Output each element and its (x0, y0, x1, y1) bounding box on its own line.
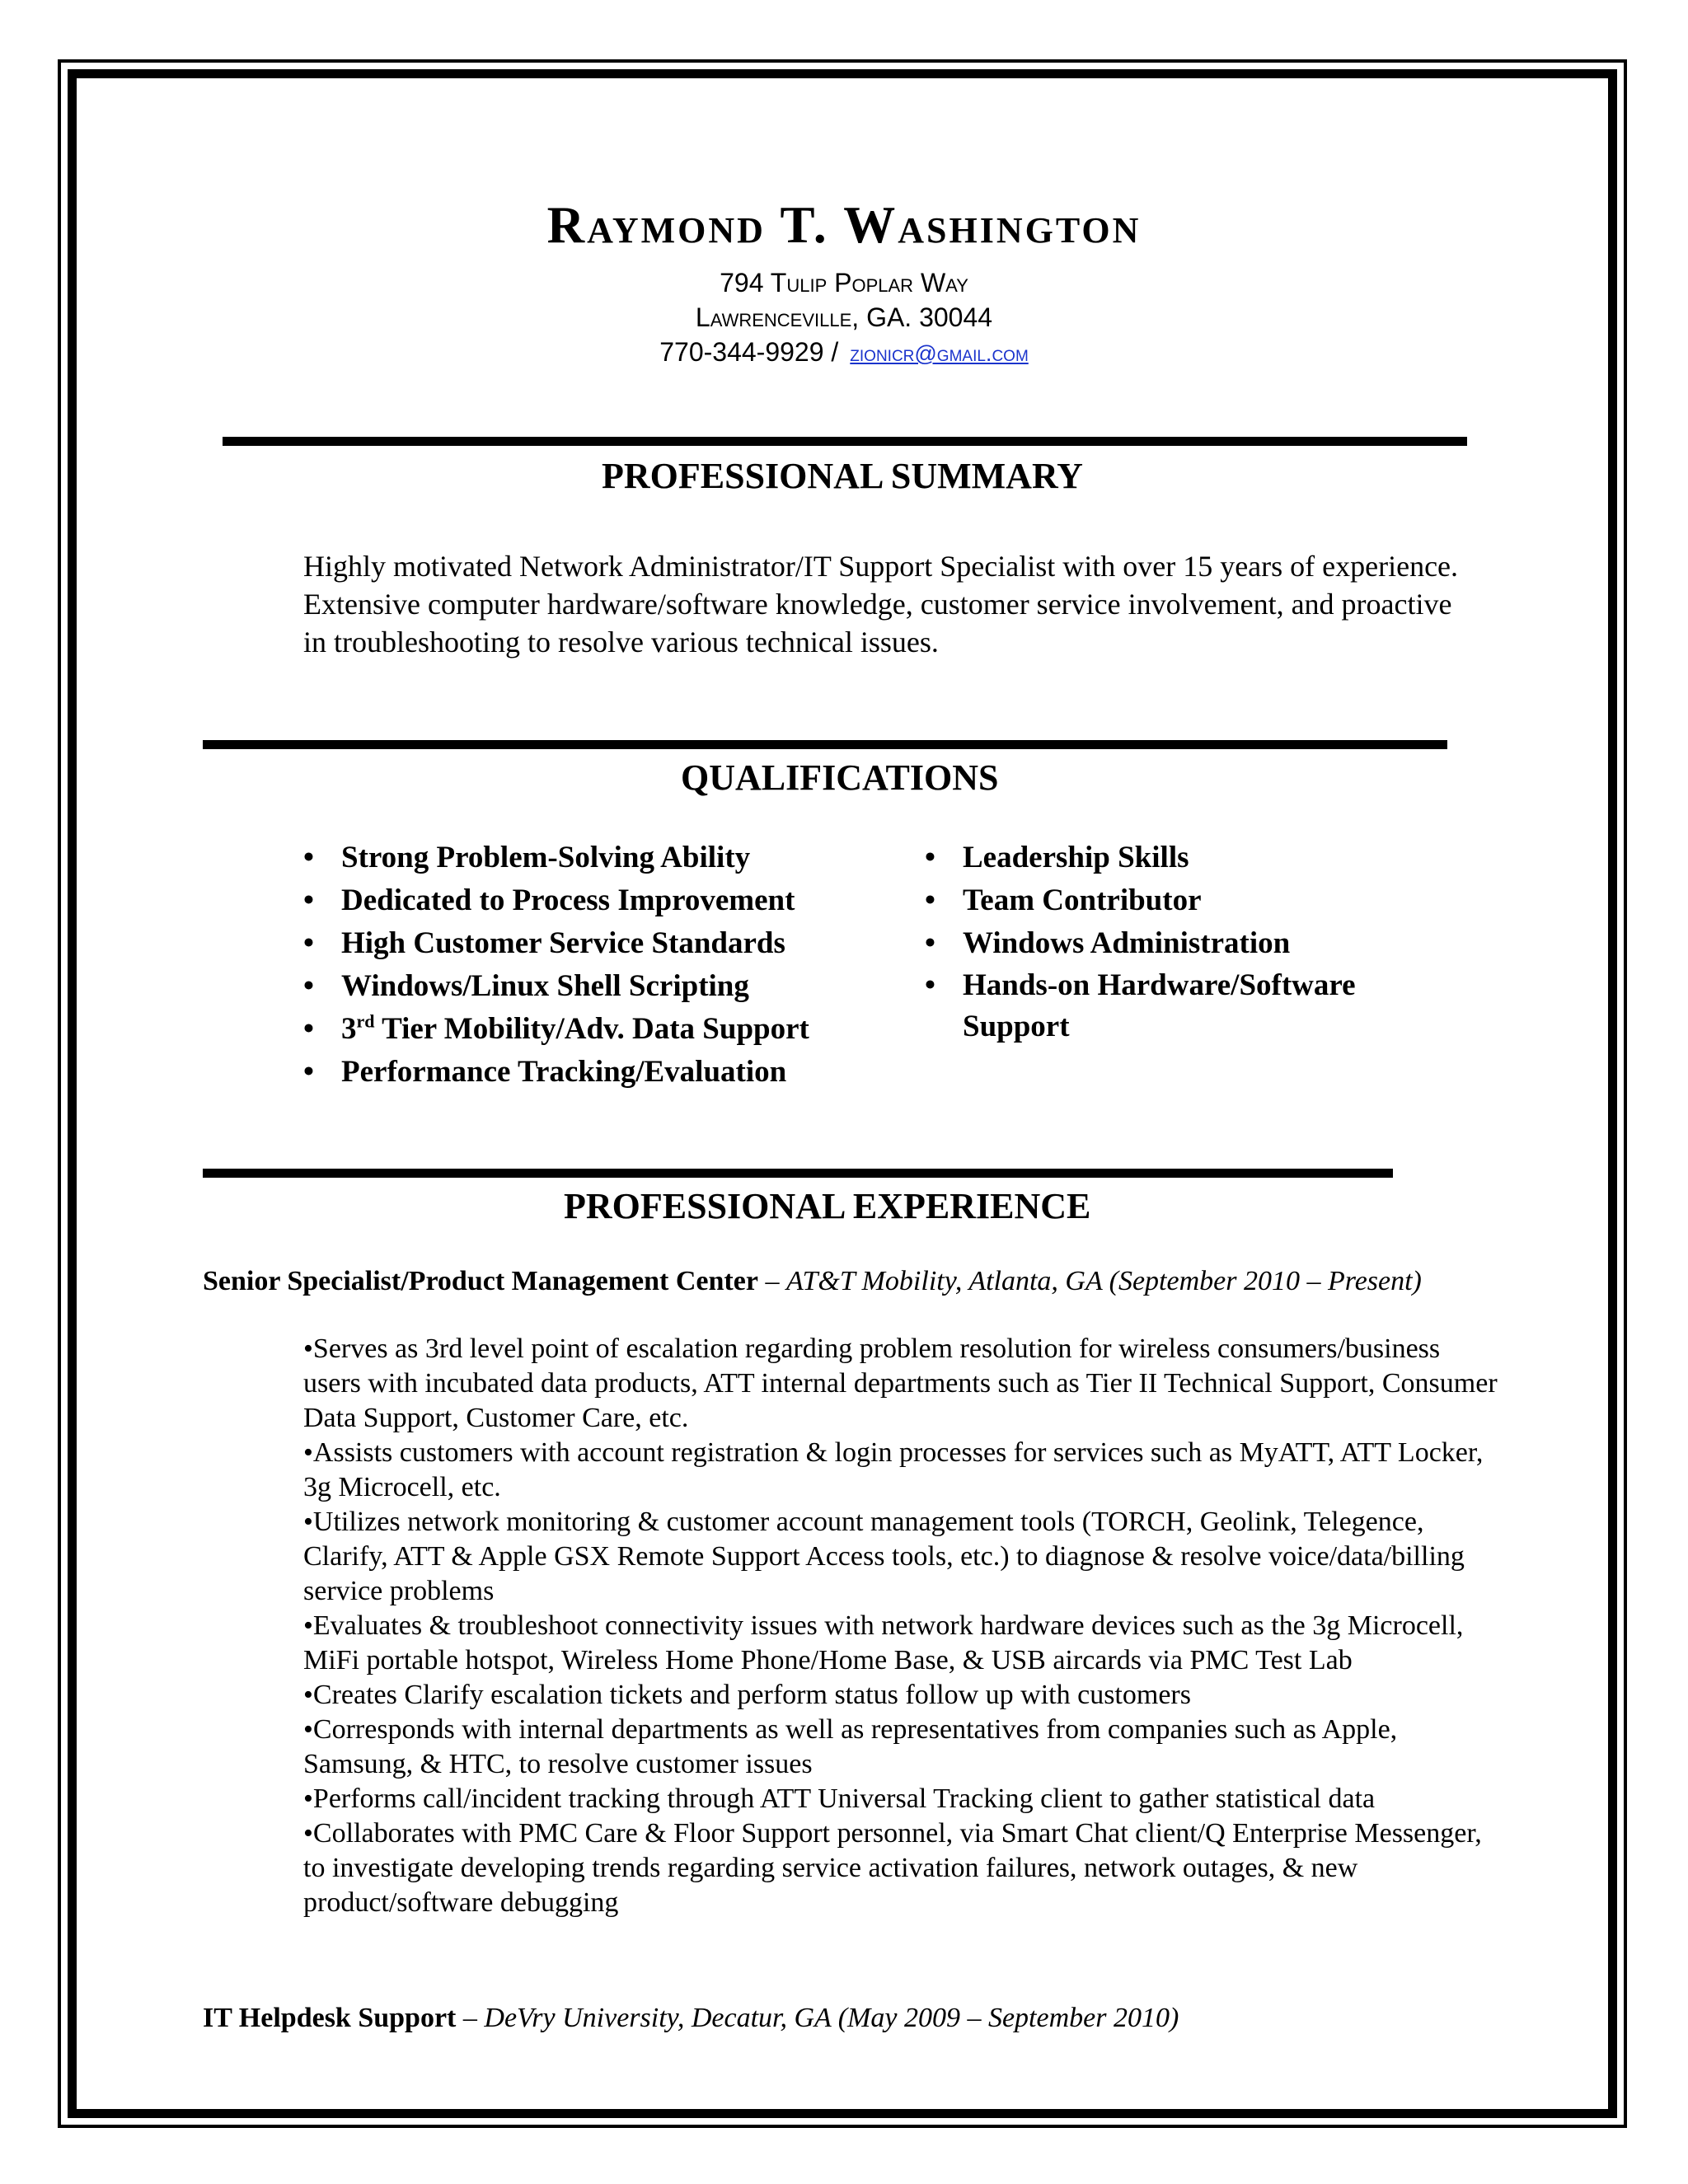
experience-heading: PROFESSIONAL EXPERIENCE (564, 1186, 1091, 1226)
bullet-icon: • (303, 1055, 314, 1089)
list-item: •Performs call/incident tracking through ATT Universal Tracking client to gather statistical data (303, 1783, 1376, 1814)
list-item: • Strong Problem-Solving Ability (303, 837, 880, 879)
summary-heading: PROFESSIONAL SUMMARY (602, 456, 1083, 496)
phone-number: 770-344-9929 / (659, 337, 839, 367)
bullet-icon: • (303, 883, 314, 917)
qualifications-heading: QUALIFICATIONS (681, 757, 999, 798)
list-item: • Windows/Linux Shell Scripting (303, 965, 880, 1008)
bullet-icon: • (925, 841, 935, 874)
email-link[interactable]: zionicr@gmail.com (850, 341, 1029, 366)
list-item: •Creates Clarify escalation tickets and perform status follow up with customers (303, 1680, 1191, 1710)
list-item: • Dedicated to Process Improvement (303, 879, 880, 922)
job-title-2 (203, 2001, 1489, 2036)
address-line-2: Lawrenceville, GA. 30044 (695, 302, 993, 332)
list-item: • Windows Administration (925, 922, 1469, 965)
list-item: •Assists customers with account registration & login processes for services such as MyATT, ATT Locker, 3g Microcell, etc. (303, 1437, 1484, 1502)
job-separator: – (456, 2003, 485, 2033)
bullet-icon: • (925, 926, 935, 960)
qualifications-list-left (303, 837, 880, 1094)
bullet-icon: • (303, 1012, 314, 1046)
list-item: •Collaborates with PMC Care & Floor Support personnel, via Smart Chat client/Q Enterprise Messenger, to investigate developing trends regarding service activation failures, network outages, & new product/software debugging (303, 1818, 1482, 1918)
list-item: •Corresponds with internal departments as well as representatives from companies such as Apple, Samsung, & HTC, to resolve customer issues (303, 1714, 1398, 1779)
job-duties-list (303, 1332, 1498, 1920)
job-organization: AT&T Mobility, Atlanta, GA (September 2010 – Present) (785, 1266, 1422, 1296)
bullet-icon: • (303, 841, 314, 874)
bullet-icon: • (303, 969, 314, 1003)
list-item: • Leadership Skills (925, 837, 1469, 879)
resume-name: Raymond T. Washington (546, 196, 1142, 254)
job-separator: – (757, 1266, 786, 1296)
qualifications-list-right (925, 837, 1469, 1047)
job-organization: DeVry University, Decatur, GA (May 2009 – September 2010) (484, 2003, 1179, 2033)
summary-text: Highly motivated Network Administrator/IT Support Specialist with over 15 years of experience. Extensive computer hardware/software knowledge, customer service involvement, and proactive in troubleshooting to resolve various technical issues. (303, 550, 1459, 658)
job-role: IT Helpdesk Support (203, 2003, 457, 2033)
list-item: •Utilizes network monitoring & customer account management tools (TORCH, Geolink, Telegence, Clarify, ATT & Apple GSX Remote Support Access tools, etc.) to diagnose & resolve voice/data/billing service problems (303, 1507, 1465, 1606)
job-role: Senior Specialist/Product Management Center (203, 1266, 758, 1296)
divider-experience (203, 1169, 1393, 1178)
address-line-1: 794 Tulip Poplar Way (720, 268, 968, 298)
divider-qualifications (203, 740, 1447, 749)
bullet-icon: • (925, 968, 935, 1002)
list-item: • Performance Tracking/Evaluation (303, 1051, 880, 1094)
divider-summary (223, 437, 1467, 446)
job-title-1 (203, 1264, 1489, 1299)
bullet-icon: • (925, 883, 935, 917)
list-item: • High Customer Service Standards (303, 922, 880, 965)
list-item: •Serves as 3rd level point of escalation regarding problem resolution for wireless consumers/business users with incubated data products, ATT internal departments such as Tier II Technical Support, Consumer Data Support, Customer Care, etc. (303, 1333, 1498, 1433)
list-item: • Hands-on Hardware/Software Support (925, 965, 1469, 1047)
list-item: • Team Contributor (925, 879, 1469, 922)
phone-email-line (0, 335, 1688, 371)
bullet-icon: • (303, 926, 314, 960)
list-item: •Evaluates & troubleshoot connectivity issues with network hardware devices such as the 3g Microcell, MiFi portable hotspot, Wireless Home Phone/Home Base, & USB aircards via PMC Test Lab (303, 1610, 1464, 1675)
list-item: • 3rd Tier Mobility/Adv. Data Support (303, 1008, 880, 1051)
